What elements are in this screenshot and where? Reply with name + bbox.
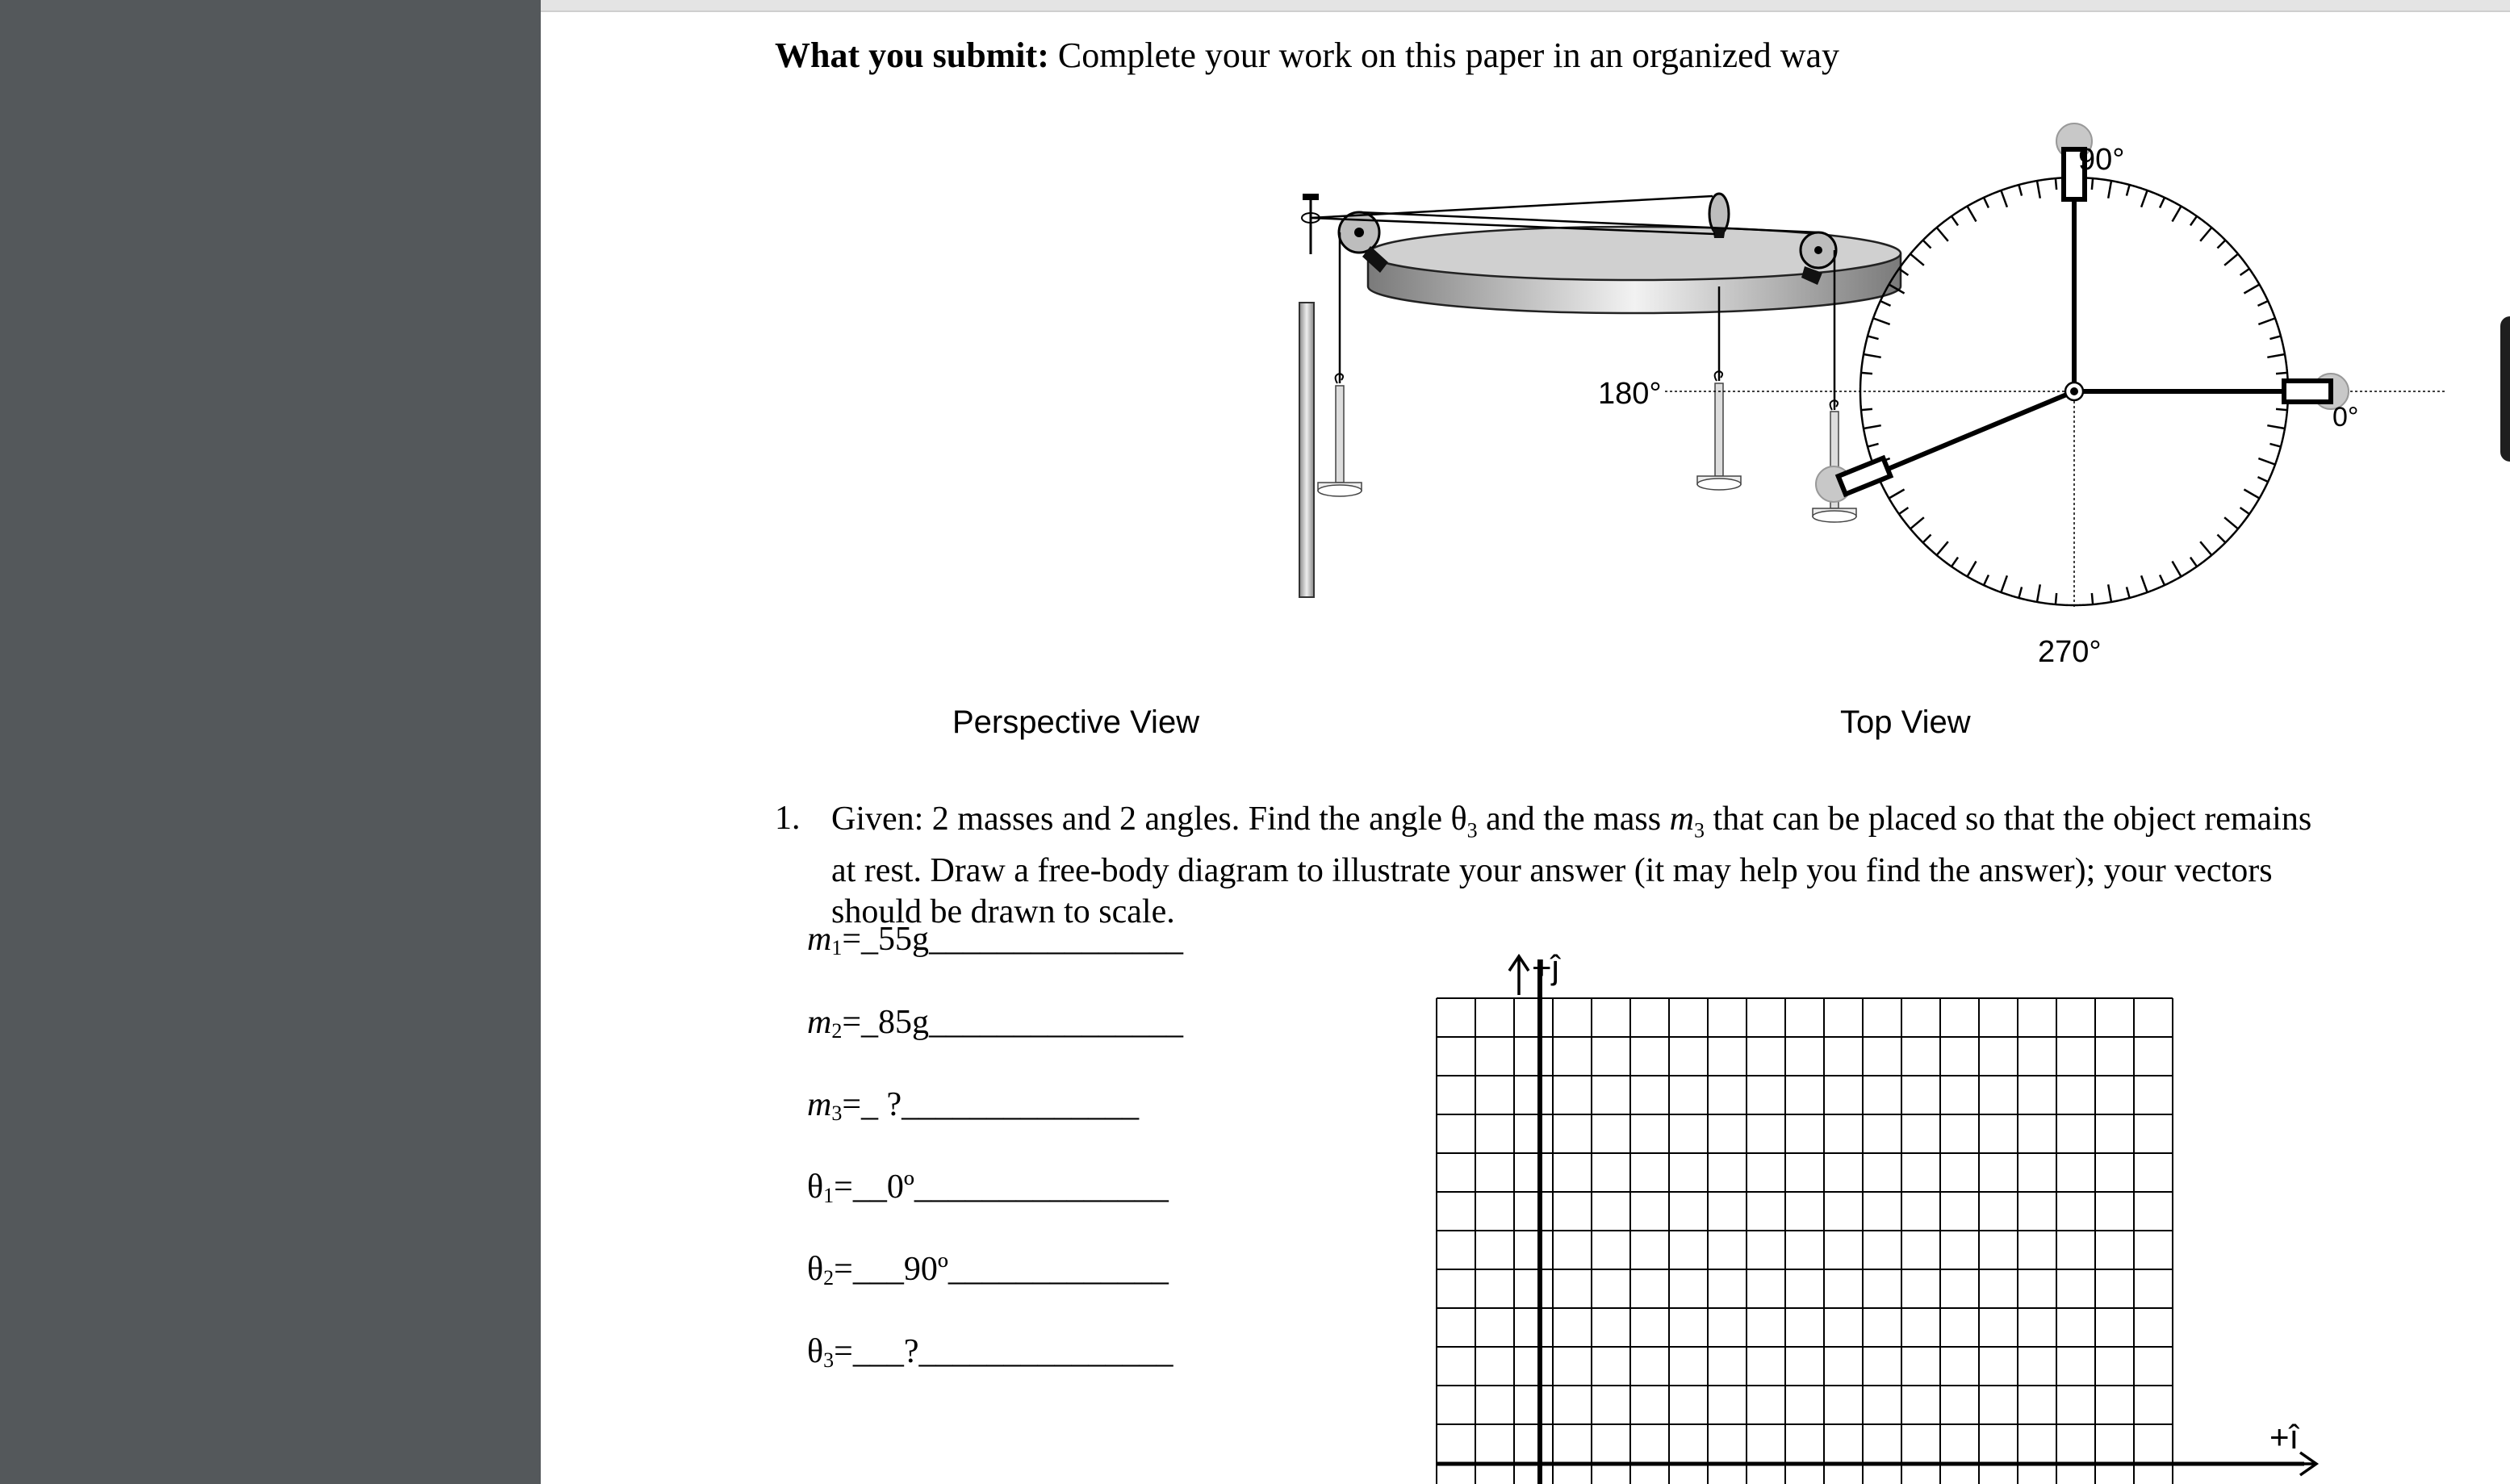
given-theta3-eq: = — [834, 1333, 853, 1370]
given-m2-value: _85g_______________ — [861, 1004, 1184, 1041]
angle-tick — [1899, 508, 1908, 514]
angle-tick — [1873, 318, 1890, 324]
angle-tick — [1880, 301, 1891, 306]
angle-tick — [1952, 216, 1958, 225]
angle-tick — [2092, 178, 2093, 190]
string-arm-0 — [2074, 374, 2349, 409]
angle-tick — [1899, 269, 1908, 275]
graph-grid — [1437, 998, 2173, 1484]
given-theta2-sub: 2 — [823, 1266, 835, 1290]
center-ring-post — [1302, 194, 1320, 254]
question-mass-subscript: 3 — [1693, 818, 1705, 842]
angle-tick — [1937, 228, 1948, 241]
y-axis-label: +ĵ — [1532, 948, 1559, 986]
angle-tick — [2240, 508, 2249, 514]
given-theta1[interactable] — [807, 1168, 1169, 1208]
x-axis-label: +î — [2269, 1418, 2299, 1456]
submission-instructions — [775, 35, 1839, 76]
given-m3-eq: = — [842, 1086, 862, 1123]
angle-tick — [2141, 190, 2148, 207]
angle-tick — [2200, 228, 2211, 241]
angle-tick — [1864, 425, 1881, 428]
given-theta3-value: ___?_______________ — [852, 1333, 1173, 1370]
center-ring — [2065, 382, 2083, 400]
given-m3-sub: 3 — [831, 1102, 843, 1125]
top-view-caption: Top View — [1840, 704, 1971, 740]
force-table-pole — [1299, 303, 1314, 597]
question-text — [831, 799, 2324, 933]
given-theta2-value: ___90º_____________ — [852, 1251, 1169, 1288]
angle-tick — [1868, 336, 1879, 339]
angle-tick — [1984, 575, 1989, 585]
instructions-text: Complete your work on this paper in an organized way — [1048, 36, 1840, 75]
angle-tick — [2001, 575, 2007, 592]
angle-tick — [1923, 240, 1931, 249]
given-theta2-var: θ — [807, 1251, 824, 1288]
viewer-sidebar — [0, 0, 541, 1484]
angle-tick — [2001, 190, 2007, 207]
angle-tick — [2173, 561, 2182, 576]
label-0-degrees: 0° — [2332, 402, 2359, 433]
angle-tick — [2269, 336, 2281, 339]
angle-tick — [2217, 534, 2225, 542]
angle-tick — [2108, 584, 2111, 602]
given-theta2[interactable] — [807, 1250, 1169, 1290]
angle-tick — [2037, 181, 2040, 199]
angle-tick — [2269, 444, 2281, 447]
top-view-figure — [1590, 105, 2478, 686]
question-number: 1. — [775, 800, 801, 837]
angle-tick — [1937, 541, 1948, 555]
given-theta3[interactable] — [807, 1332, 1173, 1373]
angle-tick — [1889, 490, 1905, 499]
given-m1[interactable] — [807, 920, 1183, 960]
angle-tick — [2244, 285, 2259, 294]
angle-tick — [2108, 181, 2111, 199]
angle-tick — [1861, 373, 1872, 374]
angle-tick — [1968, 561, 1977, 576]
string-arm-third — [1816, 391, 2074, 502]
angle-tick — [1868, 444, 1879, 447]
angle-tick — [2258, 458, 2275, 465]
angle-tick — [2127, 185, 2130, 196]
angle-tick — [2257, 301, 2268, 306]
angle-tick — [2160, 575, 2165, 585]
given-theta2-eq: = — [834, 1251, 853, 1288]
angle-tick — [2258, 318, 2275, 324]
angle-tick — [2217, 240, 2225, 249]
label-270-degrees: 270° — [2038, 635, 2102, 669]
given-theta1-value: __0º_______________ — [852, 1168, 1169, 1206]
given-m1-value: _55g_______________ — [861, 921, 1184, 958]
given-theta1-var: θ — [807, 1168, 824, 1206]
angle-tick — [1864, 354, 1881, 357]
angle-tick — [2190, 216, 2197, 225]
angle-tick — [2160, 198, 2165, 208]
question-text-part-3: that can be placed so that the object remains at rest. Draw a free-body diagram to illustrate your answer (it may help you find the answer); your vectors should be drawn to scale. — [831, 801, 2312, 931]
given-m1-sub: 1 — [831, 936, 843, 959]
given-theta3-sub: 3 — [823, 1348, 835, 1372]
given-theta3-var: θ — [807, 1333, 824, 1370]
angle-tick — [2190, 558, 2197, 566]
angle-tick — [2267, 354, 2285, 357]
given-m1-eq: = — [842, 921, 862, 958]
angle-tick — [1910, 517, 1924, 529]
given-m3-var: m — [807, 1086, 832, 1123]
angle-tick — [2224, 517, 2238, 529]
given-m2-sub: 2 — [831, 1019, 843, 1043]
x-axis — [1437, 1453, 2316, 1475]
angle-tick — [1861, 409, 1872, 410]
angle-tick — [2037, 584, 2040, 602]
angle-tick — [2267, 425, 2285, 428]
hanging-mass-left — [1318, 374, 1362, 496]
given-m2-var: m — [807, 1004, 832, 1041]
angle-tick — [2092, 593, 2093, 604]
label-90-degrees: 90° — [2078, 143, 2125, 177]
angle-tick — [1984, 198, 1989, 208]
angle-tick — [2018, 185, 2022, 196]
angle-tick — [1910, 254, 1924, 265]
angle-tick — [1923, 534, 1931, 542]
given-m2[interactable] — [807, 1003, 1183, 1043]
angle-tick — [2240, 269, 2249, 275]
given-theta1-eq: = — [834, 1168, 853, 1206]
angle-tick — [1889, 285, 1905, 294]
question-theta-subscript: 3 — [1466, 818, 1478, 842]
angle-tick — [2224, 254, 2238, 265]
question-text-part-1: Given: 2 masses and 2 angles. Find the angle θ — [831, 801, 1467, 838]
angle-tick — [2276, 373, 2287, 374]
angle-tick — [2127, 587, 2130, 598]
given-theta1-sub: 1 — [823, 1184, 835, 1207]
instructions-bold-label: What you submit: — [775, 36, 1049, 75]
graph-paper[interactable] — [1429, 932, 2357, 1484]
given-m3-value: _ ?______________ — [861, 1086, 1140, 1123]
angle-tick — [2276, 409, 2287, 410]
angle-tick — [2141, 575, 2148, 592]
angle-tick — [2173, 207, 2182, 222]
perspective-view-caption: Perspective View — [952, 704, 1200, 740]
given-m2-eq: = — [842, 1004, 862, 1041]
label-180-degrees: 180° — [1598, 377, 1662, 411]
question-mass-var: m — [1669, 801, 1694, 838]
angle-tick — [2257, 477, 2268, 482]
angle-tick — [1952, 558, 1958, 566]
angle-tick — [2200, 541, 2211, 555]
given-m1-var: m — [807, 921, 832, 958]
document-page — [541, 12, 2510, 1484]
angle-tick — [2244, 490, 2259, 499]
angle-tick — [1968, 207, 1977, 222]
question-text-part-2: and the mass — [1477, 801, 1670, 838]
given-m3[interactable] — [807, 1085, 1139, 1126]
angle-tick — [2018, 587, 2022, 598]
